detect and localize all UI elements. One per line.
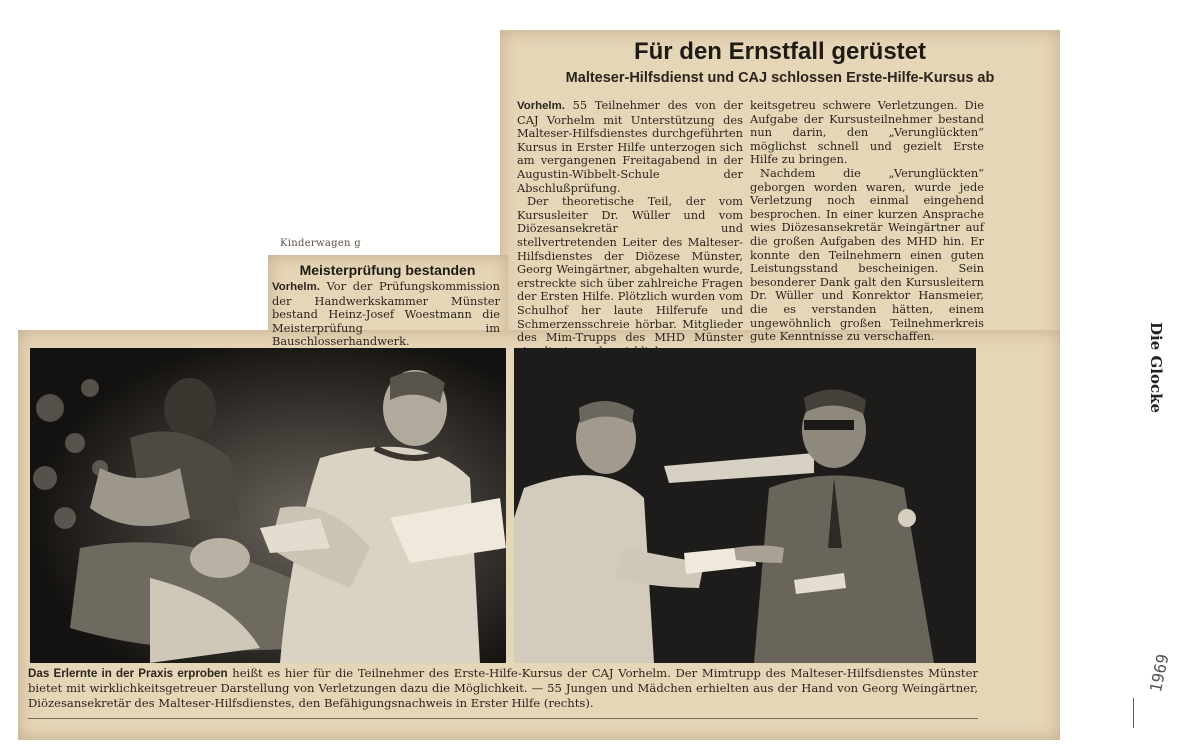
photo-certificate-handover	[514, 348, 976, 663]
handwritten-year: 1969	[1146, 652, 1173, 694]
article-paragraph: Der theoretische Teil, der vom Kursusleiter Dr. Wüller und vom Diözesansekretär und stellvertretenden Leiter des Malteser-Hilfsdienstes der Diözese Münster, Georg Weingärtner, abgehalten wurde, erstreckte sich über zahlreiche Fragen der Ersten Hilfe. Plötzlich wurden vom Schulhof her laute Hilferufe und Schmerzensschreie hörbar. Mitglieder des Mim-Trupps des MHD Münster	[517, 194, 743, 345]
newspaper-masthead: Die Glocke	[1147, 322, 1165, 414]
article-paragraph: Nachdem die „Verunglückten“ geborgen worden waren, wurde jede Verletzung noch einmal eingehend besprochen. In einer kurzen Ansprache wies Diözesansekretär Weingärtner auf die großen Aufgaben des MHD hin. Er konnte den Teilnehmern einen guten Leistungsstand bescheinigen. Sein besonderer Dank galt den Kursusleitern Dr. Wüller und Konrektor Hansmeier, die es verstanden hätten, einem ungewöhnlich großen Teilnehmerkreis gute Kenntnisse zu verschaffen.	[750, 165, 984, 344]
clipped-text-fragment: Kinderwagen g	[280, 238, 361, 249]
side-article-headline: Meisterprüfung bestanden	[299, 262, 476, 278]
article-column-right	[750, 99, 984, 344]
caption-divider	[28, 718, 978, 719]
article-column-left	[517, 99, 743, 358]
article-dateline: Vorhelm.	[517, 100, 565, 112]
article-headline: Für den Ernstfall gerüstet	[633, 38, 927, 65]
article-paragraph: keitsgetreu schwere Verletzungen. Die Aufgabe der Kursusteilnehmer bestand nun darin, den „Verunglückten“ möglichst schnell und gezielt Erste Hilfe zu bringen.	[750, 98, 984, 167]
side-article-body: Vorhelm. Vor der Prüfungskommission der Handwerkskammer Münster bestand Heinz-Josef Woestmann die Meisterprüfung im Bauschlosserhandwerk.	[272, 279, 500, 349]
photo-first-aid-practice	[30, 348, 506, 663]
photo-caption	[28, 666, 978, 710]
caption-text: heißt es hier für die Teilnehmer des Erste-Hilfe-Kursus der CAJ Vorhelm. Der Mimtrupp des Malteser-Hilfsdienstes Münster bietet mit wirklichkeitsgetreuer Darstellung von Verletzungen dazu die Möglichkeit. — 55 Jungen und Mädchen erhielten aus der Hand von Georg Weingärtner, Diözesansekretär des Malteser-Hilfsdienstes, den Befähigungsnachweis in Erster Hilfe (rechts).	[28, 666, 978, 710]
article-paragraph: Vorhelm. 55 Teilnehmer des von der CAJ Vorhelm mit Unterstützung des Malteser-Hilfsdienstes durchgeführten Kursus in Erster Hilfe unterzogen sich am vergangenen Freitagabend in der Augustin-Wibbelt-Schule der Abschlußprüfung.	[517, 98, 743, 195]
side-article-dateline: Vorhelm.	[272, 281, 320, 293]
caption-lead: Das Erlernte in der Praxis erproben	[28, 667, 228, 680]
article-subheadline: Malteser-Hilfsdienst und CAJ schlossen Erste-Hilfe-Kursus ab	[565, 70, 995, 86]
handwritten-mark	[1133, 698, 1134, 728]
